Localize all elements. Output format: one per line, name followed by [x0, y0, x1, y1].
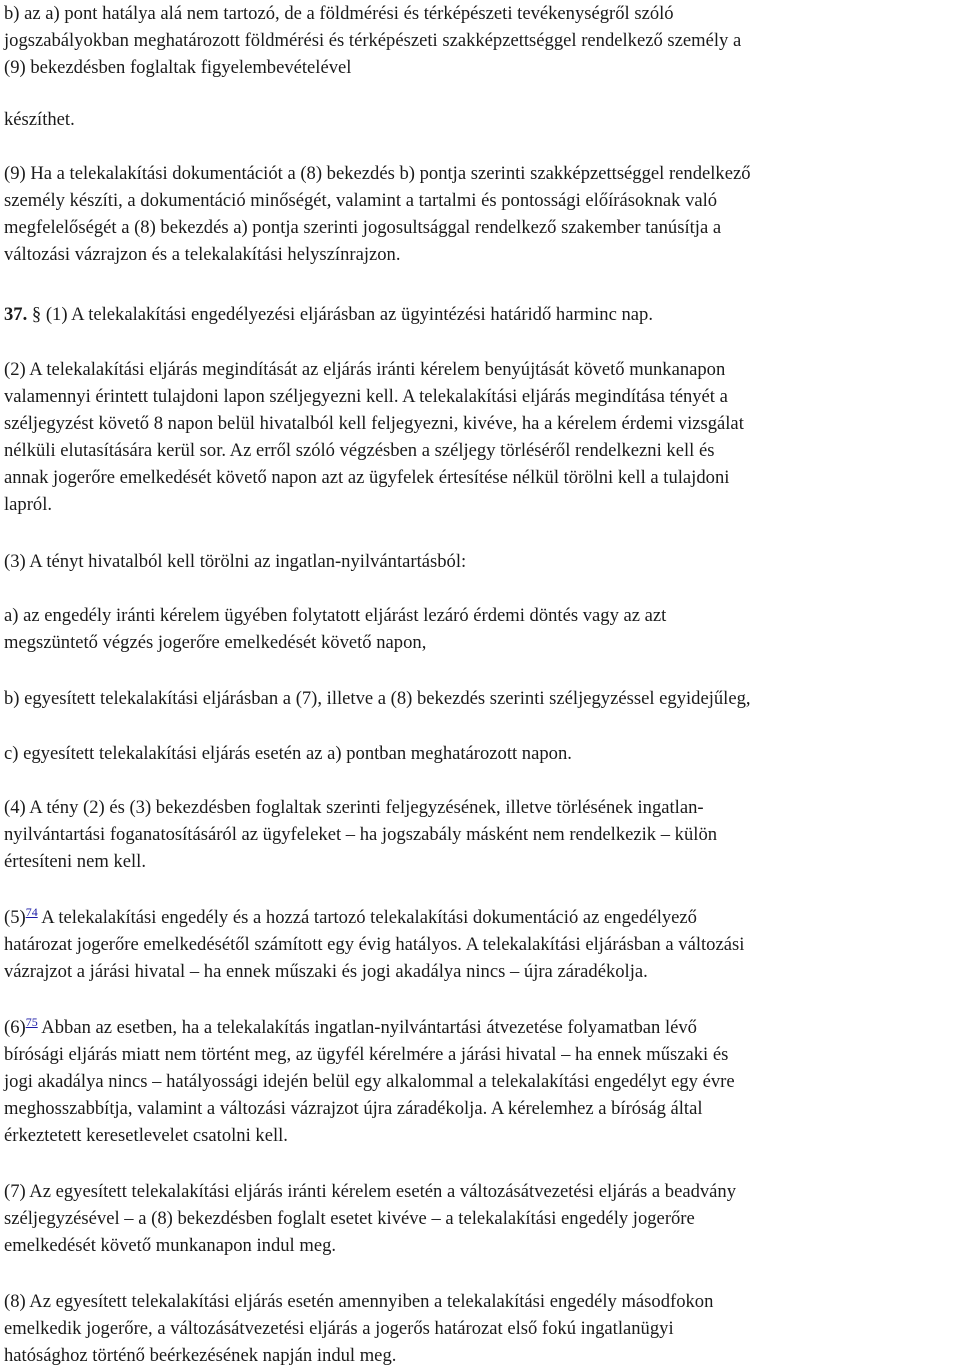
text-line: megfelelőségét a (8) bekezdés a) pontja szerinti jogosultsággal rendelkező szakember tanúsítja a — [4, 217, 722, 238]
text-line: bírósági eljárás miatt nem történt meg, az ügyfél kérelmére a járási hivatal – ha ennek műszaki és — [4, 1044, 729, 1065]
text-line — [4, 1014, 956, 1041]
section-text: (1) A telekalakítási engedélyezési eljárásban az ügyintézési határidő harminc nap. — [41, 304, 653, 325]
text-line: lapról. — [4, 494, 53, 515]
text-line: érkeztetett keresetlevelet csatolni kell. — [4, 1125, 288, 1146]
text-line: széljegyzést követő 8 napon belül hivatalból kell feljegyezni, kivéve, ha a kérelem érdemi vizsgálat — [4, 413, 744, 434]
paragraph-number: (6) — [4, 1017, 26, 1038]
text-line: (4) A tény (2) és (3) bekezdésben foglaltak szerinti feljegyzésének, illetve törlésének ingatlan- — [4, 797, 704, 818]
paragraph-6 — [4, 1014, 956, 1149]
paragraph-2 — [4, 356, 956, 518]
text-line: a) az engedély iránti kérelem ügyében folytatott eljárást lezáró érdemi döntés vagy az azt — [4, 605, 667, 626]
text-line: nyilvántartási foganatosításáról az ügyfeleket – ha jogszabály másként nem rendelkezik – külön — [4, 824, 718, 845]
paragraph-9 — [4, 160, 956, 268]
text-line: meghosszabbítja, valamint a változási vázrajzot újra záradékolja. A kérelemhez a bíróság által — [4, 1098, 703, 1119]
text-span: A telekalakítási engedély és a hozzá tartozó telekalakítási dokumentáció az engedélyező — [37, 907, 697, 928]
paragraph-3 — [4, 548, 956, 575]
text-line: vázrajzot a járási hivatal – ha ennek műszaki és jogi akadálya nincs – újra záradékolja. — [4, 961, 648, 982]
text-line: széljegyzésével – a (8) bekezdésben foglalt esetet kivéve – a telekalakítási engedély jogerőre — [4, 1208, 695, 1229]
text-line: (3) A tényt hivatalból kell törölni az ingatlan-nyilvántartásból: — [4, 551, 467, 572]
text-line: határozat jogerőre emelkedésétől számított egy évig hatályos. A telekalakítási eljárásban a változási — [4, 934, 745, 955]
text-line: (2) A telekalakítási eljárás megindítását az eljárás iránti kérelem benyújtását követő munkanapon — [4, 359, 726, 380]
text-line: megszüntető végzés jogerőre emelkedését követő napon, — [4, 632, 427, 653]
paragraph-3a — [4, 602, 956, 656]
text-line: emelkedik jogerőre, a változásátvezetési eljárás a jogerős határozat első fokú ingatlanügyi — [4, 1318, 674, 1339]
paragraph-number: (5) — [4, 907, 26, 928]
text-line: (8) Az egyesített telekalakítási eljárás esetén amennyiben a telekalakítási engedély másodfokon — [4, 1291, 714, 1312]
paragraph-5 — [4, 904, 956, 985]
paragraph-3b — [4, 685, 956, 712]
text-line: (9) Ha a telekalakítási dokumentációt a (8) bekezdés b) pontja szerinti szakképzettséggel rendelkező — [4, 163, 751, 184]
text-line: személy készíti, a dokumentáció minőségét, valamint a tartalmi és pontossági előírásoknak való — [4, 190, 718, 211]
text-line: hatósághoz történő beérkezésének napján indul meg. — [4, 1345, 397, 1366]
section-37-paragraph-1 — [4, 301, 956, 328]
text-line: nélküli elutasítására kerül sor. Az erről szóló végzésben a széljegy törléséről rendelkezni kell és — [4, 440, 715, 461]
text-line: (9) bekezdésben foglaltak figyelembevételével — [4, 57, 352, 78]
text-line: (7) Az egyesített telekalakítási eljárás iránti kérelem esetén a változásátvezetési eljárás a beadvány — [4, 1181, 737, 1202]
text-line: valamennyi érintett tulajdoni lapon széljegyezni kell. A telekalakítási eljárás megindítása tényét a — [4, 386, 728, 407]
text-line — [4, 301, 956, 328]
text-span: Abban az esetben, ha a telekalakítás ingatlan-nyilvántartási átvezetése folyamatban lévő — [37, 1017, 697, 1038]
footnote-link[interactable]: 75 — [25, 1015, 38, 1029]
paragraph-8b — [4, 0, 956, 81]
paragraph-3c — [4, 740, 956, 767]
paragraph-keszithet — [4, 106, 956, 133]
paragraph-7 — [4, 1178, 956, 1259]
footnote-link[interactable]: 74 — [25, 905, 38, 919]
text-line: c) egyesített telekalakítási eljárás esetén az a) pontban meghatározott napon. — [4, 743, 572, 764]
paragraph-4 — [4, 794, 956, 875]
text-line: b) egyesített telekalakítási eljárásban a (7), illetve a (8) bekezdés szerinti széljegyzéssel egyidejűleg, — [4, 688, 751, 709]
text-line: jogi akadálya nincs – hatályossági idején belül egy alkalommal a telekalakítási engedélyt egy évre — [4, 1071, 735, 1092]
paragraph-8 — [4, 1288, 956, 1369]
text-line: emelkedését követő munkanapon indul meg. — [4, 1235, 337, 1256]
text-line: annak jogerőre emelkedését követő napon azt az ügyfelek értesítése nélkül törölni kell a tulajdoni — [4, 467, 730, 488]
text-line — [4, 904, 956, 931]
text-line: értesíteni nem kell. — [4, 851, 146, 872]
section-icon: § — [31, 304, 42, 325]
text-line: készíthet. — [4, 109, 75, 130]
text-line: változási vázrajzon és a telekalakítási helyszínrajzon. — [4, 244, 401, 265]
text-line: b) az a) pont hatálya alá nem tartozó, de a földmérési és térképészeti tevékenységről szóló — [4, 3, 674, 24]
section-number: 37. — [4, 304, 28, 325]
text-line: jogszabályokban meghatározott földmérési és térképészeti szakképzettséggel rendelkező személy a — [4, 30, 742, 51]
